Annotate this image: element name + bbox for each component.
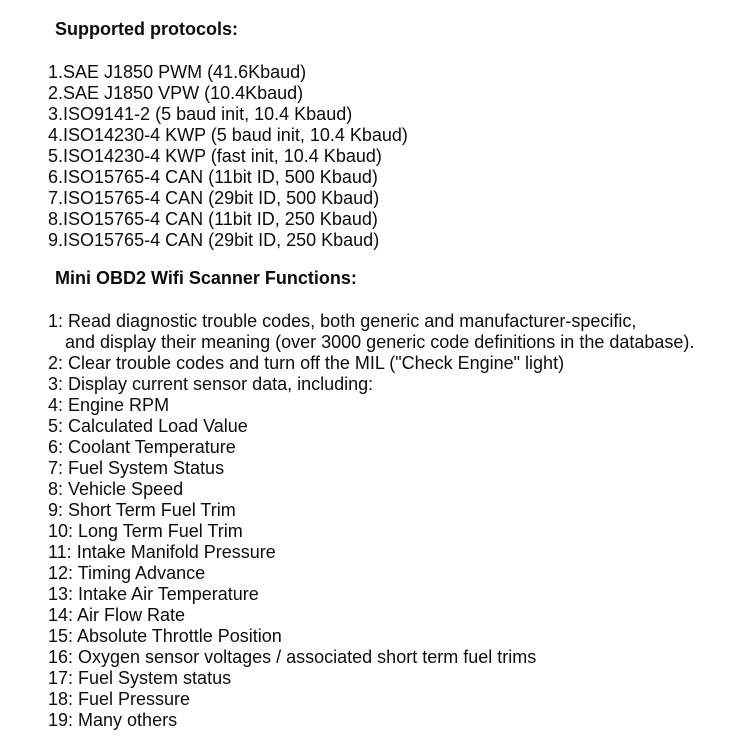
function-line: 16: Oxygen sensor voltages / associated short term fuel trims xyxy=(48,647,537,667)
protocol-item: 6.ISO15765-4 CAN (11bit ID, 500 Kbaud) xyxy=(48,167,378,187)
function-line: 2: Clear trouble codes and turn off the MIL ("Check Engine" light) xyxy=(48,353,565,373)
protocols-heading: Supported protocols: xyxy=(55,19,238,39)
protocol-item: 5.ISO14230-4 KWP (fast init, 10.4 Kbaud) xyxy=(48,146,382,166)
function-line: 7: Fuel System Status xyxy=(48,458,225,478)
protocol-item: 3.ISO9141-2 (5 baud init, 10.4 Kbaud) xyxy=(48,104,353,124)
function-line: 19: Many others xyxy=(48,710,178,730)
function-line: 14: Air Flow Rate xyxy=(48,605,186,625)
protocol-item: 7.ISO15765-4 CAN (29bit ID, 500 Kbaud) xyxy=(48,188,380,208)
protocol-item: 4.ISO14230-4 KWP (5 baud init, 10.4 Kbaud) xyxy=(48,125,408,145)
function-line: 10: Long Term Fuel Trim xyxy=(48,521,243,541)
function-line: 8: Vehicle Speed xyxy=(48,479,184,499)
protocols-list xyxy=(48,62,740,251)
function-line: 6: Coolant Temperature xyxy=(48,437,236,457)
function-line: 4: Engine RPM xyxy=(48,395,170,415)
function-line: 12: Timing Advance xyxy=(48,563,206,583)
protocol-item: 2.SAE J1850 VPW (10.4Kbaud) xyxy=(48,83,304,103)
function-line: 17: Fuel System status xyxy=(48,668,232,688)
function-line: 9: Short Term Fuel Trim xyxy=(48,500,236,520)
function-line: 11: Intake Manifold Pressure xyxy=(48,542,276,562)
protocol-item: 1.SAE J1850 PWM (41.6Kbaud) xyxy=(48,62,307,82)
function-line-continuation: and display their meaning (over 3000 generic code definitions in the database). xyxy=(65,332,695,352)
function-line: 18: Fuel Pressure xyxy=(48,689,191,709)
function-line: 3: Display current sensor data, including: xyxy=(48,374,374,394)
functions-heading: Mini OBD2 Wifi Scanner Functions: xyxy=(55,268,357,288)
protocol-item: 8.ISO15765-4 CAN (11bit ID, 250 Kbaud) xyxy=(48,209,378,229)
function-line: 1: Read diagnostic trouble codes, both generic and manufacturer-specific, xyxy=(48,311,637,331)
function-line: 15: Absolute Throttle Position xyxy=(48,626,282,646)
function-line: 5: Calculated Load Value xyxy=(48,416,248,436)
protocol-item: 9.ISO15765-4 CAN (29bit ID, 250 Kbaud) xyxy=(48,230,380,250)
function-line: 13: Intake Air Temperature xyxy=(48,584,259,604)
functions-list xyxy=(48,311,740,731)
